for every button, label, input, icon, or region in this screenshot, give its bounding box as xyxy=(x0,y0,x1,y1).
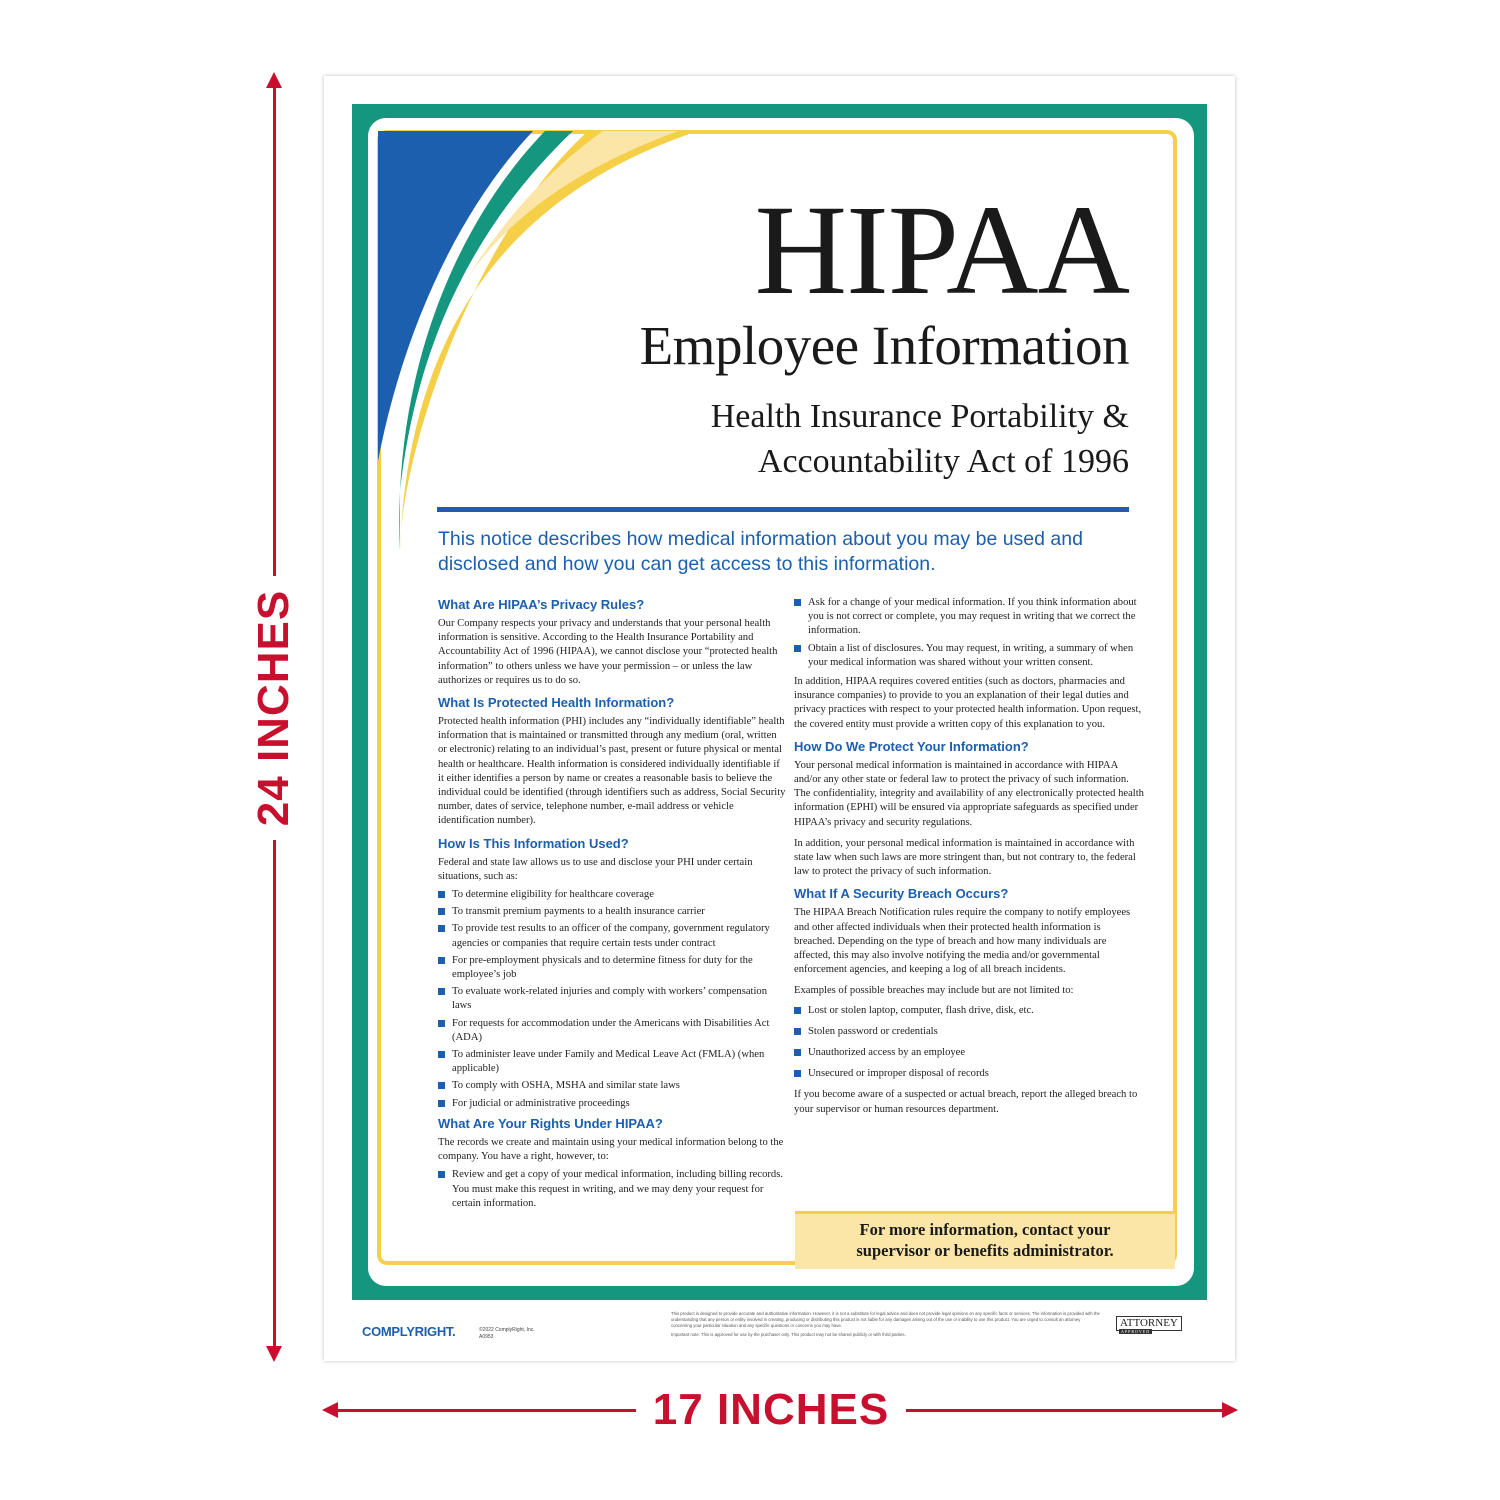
width-label: 17 INCHES xyxy=(652,1385,890,1434)
list-item: Stolen password or credentials xyxy=(794,1025,1144,1039)
height-line-top xyxy=(273,86,276,576)
height-arrow-bottom xyxy=(266,1346,282,1362)
phi-heading: What Is Protected Health Information? xyxy=(438,695,675,711)
list-item: To provide test results to an officer of the company, government regulatory agencies or companies that require certain tests under contract xyxy=(438,922,788,950)
use-heading: How Is This Information Used? xyxy=(438,835,629,851)
height-line-bottom xyxy=(273,840,276,1348)
use-list xyxy=(438,888,788,1111)
protect-body-1: Your personal medical information is maintained in accordance with HIPAA and/or any other state or federal law to protect the privacy of such information. The confidentiality, integrity and availability of any electronically protected health information (EPHI) will be ensured via appropriate safeguards as specified under HIPAA’s privacy and security regulations. xyxy=(794,759,1144,828)
complyright-logo: COMPLYRIGHT. xyxy=(362,1324,456,1339)
list-item: Ask for a change of your medical information. If you think information about you is not correct or complete, you may request in writing that we correct the information. xyxy=(794,596,1144,639)
breach-list xyxy=(794,1004,1144,1082)
breach-body: The HIPAA Breach Notification rules require the company to notify employees and other affected individuals when their protected health information is breached. Depending on the type of breach and how many individuals are affected, this may also involve notifying the media and/or governmental enforcement agencies, and keeping a log of all breach incidents. xyxy=(794,907,1131,976)
list-item: Lost or stolen laptop, computer, flash drive, disk, etc. xyxy=(794,1004,1144,1018)
list-item: For requests for accommodation under the Americans with Disabilities Act (ADA) xyxy=(438,1017,788,1045)
fine-print xyxy=(671,1311,1101,1338)
list-item: To transmit premium payments to a health insurance carrier xyxy=(438,905,788,919)
phi-body: Protected health information (PHI) includes any “individually identifiable” health information that is maintained or transmitted through any medium (oral, written or electronic) relating to an individual’s past, present or future physical or mental health or healthcare. Health information is considered individually identifiable if it either identifies a person by name or creates a reasonable basis to believe the individual could be identified (through identifiers such as address, Social Security number, dates of service, telephone number, e-mail address or vehicle identification number). xyxy=(438,716,786,827)
privacy-rules-heading: What Are HIPAA’s Privacy Rules? xyxy=(438,597,645,612)
copyright-block xyxy=(479,1327,535,1341)
poster-title: HIPAA xyxy=(754,179,1129,321)
right-column xyxy=(794,596,1144,1124)
breach-closing: If you become aware of a suspected or actual breach, report the alleged breach to your supervisor or human resources department. xyxy=(794,1089,1138,1115)
privacy-rules-body: Our Company respects your privacy and understands that your personal health information is sensitive. According to the Health Insurance Portability and Accountability Act of 1996 (HIPAA), we cannot disclose your “protected health information” to others unless we have your permission – or unless the law authorizes or requires us to do so. xyxy=(438,618,778,686)
act-name xyxy=(574,394,1129,484)
rights-heading: What Are Your Rights Under HIPAA? xyxy=(438,1115,663,1131)
width-line-left xyxy=(336,1409,636,1412)
left-column xyxy=(438,597,788,1216)
attorney-approved-badge: ATTORNEY xyxy=(1116,1316,1182,1331)
contact-info-box xyxy=(795,1211,1175,1269)
list-item: To comply with OSHA, MSHA and similar state laws xyxy=(438,1079,788,1093)
copyright-text: ©2022 ComplyRight, Inc. xyxy=(479,1327,535,1333)
act-line-1: Health Insurance Portability & xyxy=(710,398,1129,435)
breach-examples-intro: Examples of possible breaches may include but are not limited to: xyxy=(794,985,1074,997)
width-arrow-right xyxy=(1222,1402,1238,1418)
list-item: To evaluate work-related injuries and comply with workers’ compensation laws xyxy=(438,985,788,1013)
list-item: For judicial or administrative proceedings xyxy=(438,1097,788,1111)
rights-intro: The records we create and maintain using your medical information belong to the company. You have a right, however, to: xyxy=(438,1136,784,1163)
rights-addendum: In addition, HIPAA requires covered entities (such as doctors, pharmacies and insurance companies) to provide to you an explanation of their legal duties and privacy practices with respect to your protected health information. Upon request, the covered entity must provide a written copy of this explanation to you. xyxy=(794,676,1142,730)
rights-list-continued xyxy=(794,596,1144,670)
hipaa-poster xyxy=(324,76,1235,1361)
blue-divider xyxy=(437,507,1129,512)
list-item: Review and get a copy of your medical information, including billing records. You must make this request in writing, and we may deny your request for certain information. xyxy=(438,1168,788,1211)
act-line-2: Accountability Act of 1996 xyxy=(757,443,1129,480)
breach-heading: What If A Security Breach Occurs? xyxy=(794,886,1009,902)
list-item: Unauthorized access by an employee xyxy=(794,1046,1144,1060)
approved-label: APPROVED xyxy=(1121,1329,1151,1334)
disclaimer-text: This product is designed to provide accurate and authoritative information. However, it is not a substitute for legal advice and does not provide legal opinions on any specific facts or services. The information is provided with the understanding that any person or entity involved in creating, producing or distributing this product is not liable for any damages arising out of the use or inability to use this product. You are urged to consult an attorney concerning your particular situation and any specific questions or concerns you may have. xyxy=(671,1311,1100,1328)
rights-list-start xyxy=(438,1168,788,1211)
height-label: 24 INCHES xyxy=(249,589,298,827)
protect-heading: How Do We Protect Your Information? xyxy=(794,738,1029,754)
list-item: To administer leave under Family and Medical Leave Act (FMLA) (when applicable) xyxy=(438,1048,788,1076)
list-item: To determine eligibility for healthcare coverage xyxy=(438,888,788,902)
list-item: For pre-employment physicals and to determine fitness for duty for the employee’s job xyxy=(438,954,788,982)
contact-line-2: supervisor or benefits administrator. xyxy=(856,1240,1114,1260)
poster-subtitle: Employee Information xyxy=(639,315,1129,376)
list-item: Unsecured or improper disposal of records xyxy=(794,1067,1144,1081)
contact-line-1: For more information, contact your xyxy=(859,1220,1111,1239)
list-item: Obtain a list of disclosures. You may request, in writing, a summary of when your medical information was shared without your written consent. xyxy=(794,642,1144,670)
use-intro: Federal and state law allows us to use and disclose your PHI under certain situations, such as: xyxy=(438,856,753,882)
important-note: Important note: This is approved for use by the purchaser only. This product may not be shared publicly or with third parties. xyxy=(671,1332,906,1337)
product-code: A0953 xyxy=(479,1334,494,1340)
protect-body-2: In addition, your personal medical information is maintained in accordance with state law when such laws are more stringent than, but not contrary to, the federal law to protect the privacy of such information. xyxy=(794,837,1136,878)
notice-text: This notice describes how medical information about you may be used and disclosed and how you can get access to this information. xyxy=(438,528,1083,575)
width-line-right xyxy=(906,1409,1224,1412)
